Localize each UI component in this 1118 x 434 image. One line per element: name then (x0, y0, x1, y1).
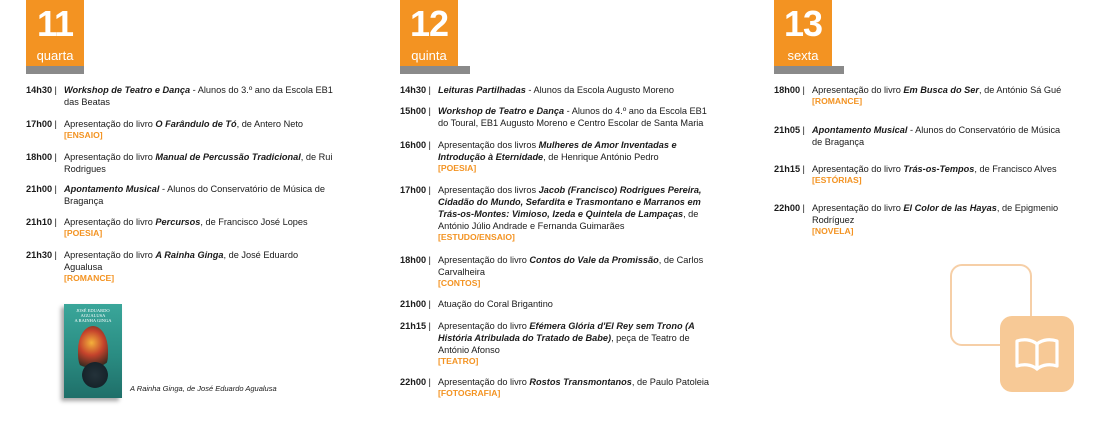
event-genre: [NOVELA] (812, 226, 854, 236)
event-prefix: Apresentação dos livros (438, 140, 539, 150)
event-time: 18h00 (26, 152, 53, 162)
event-suffix: , de Francisco Alves (974, 164, 1057, 174)
event-time: 21h30 (26, 250, 53, 260)
event-suffix: , de Francisco José Lopes (200, 217, 308, 227)
book-cover-image (64, 304, 122, 398)
book-caption-rest: , de José Eduardo Agualusa (182, 384, 277, 393)
event-item (400, 184, 710, 243)
event-prefix: Apresentação do livro (438, 377, 530, 387)
day-rule (774, 66, 844, 74)
event-item (26, 151, 336, 175)
event-time: 21h00 (26, 184, 53, 194)
event-title: Contos do Vale da Promissão (529, 255, 659, 265)
event-title: Trás-os-Tempos (903, 164, 975, 174)
event-separator: | (426, 106, 434, 116)
event-description (438, 84, 710, 96)
book-cover-art-lower (82, 362, 108, 388)
event-item (400, 84, 710, 96)
event-item (26, 249, 336, 284)
event-item (26, 84, 336, 108)
event-item (26, 118, 336, 141)
event-suffix: , de José Eduardo Agualusa (64, 250, 299, 272)
event-suffix: , de António Sá Gué (979, 85, 1062, 95)
event-suffix: - Alunos do 4.º ano da Escola EB1 do Toural, EB1 Augusto Moreno e Centro Escolar de Santa Maria (438, 106, 707, 128)
event-separator: | (426, 299, 434, 309)
event-item (26, 183, 336, 207)
day-number: 13 (783, 3, 823, 44)
event-time: 15h00 (400, 106, 427, 116)
event-separator: | (426, 255, 434, 265)
event-separator: | (426, 85, 434, 95)
event-suffix: , de António Júlio Andrade e Fernanda Guimarães (438, 209, 699, 231)
book-cover-title: A RAINHA GINGA (74, 318, 112, 323)
event-prefix: Apresentação do livro (64, 152, 156, 162)
day-badge (774, 0, 832, 66)
event-separator: | (52, 85, 60, 95)
event-time: 18h00 (774, 85, 801, 95)
event-description (64, 151, 336, 175)
event-suffix: , peça de Teatro de António Afonso (438, 333, 690, 355)
event-time: 16h00 (400, 140, 427, 150)
event-prefix: Apresentação do livro (64, 217, 156, 227)
event-time: 17h00 (26, 119, 53, 129)
event-description (64, 84, 336, 108)
event-time: 21h15 (400, 321, 427, 331)
event-time: 14h30 (400, 85, 427, 95)
event-time: 22h00 (774, 203, 801, 213)
event-prefix: Apresentação do livro (812, 164, 904, 174)
event-description (64, 118, 336, 141)
event-genre: [FOTOGRAFIA] (438, 388, 501, 398)
event-time: 18h00 (400, 255, 427, 265)
event-item (774, 84, 1064, 107)
event-description (812, 163, 1064, 186)
event-description (438, 254, 710, 289)
event-title: Apontamento Musical (812, 125, 908, 135)
event-title: Jacob (Francisco) Rodrigues Pereira, Cidadão do Mundo, Sefardita e Trasmontano e Marranos em Trás-os-Montes: Vimioso, Izeda e Quintela de Lampaças (438, 185, 702, 219)
event-separator: | (800, 203, 808, 213)
event-description (438, 139, 710, 174)
event-genre: [ESTÓRIAS] (812, 175, 862, 185)
event-genre: [TEATRO] (438, 356, 479, 366)
event-genre: [POESIA] (438, 163, 477, 173)
event-description (64, 183, 336, 207)
event-title: Percursos (155, 217, 201, 227)
event-description (64, 216, 336, 239)
day-number: 12 (409, 3, 449, 44)
event-item (400, 298, 710, 310)
book-caption (130, 384, 277, 393)
event-genre: [ROMANCE] (812, 96, 863, 106)
event-item (400, 320, 710, 367)
event-separator: | (52, 217, 60, 227)
book-cover-text (64, 308, 122, 323)
event-item (400, 254, 710, 289)
day-badge (400, 0, 458, 66)
event-suffix: - Alunos do Conservatório de Música de Bragança (64, 184, 325, 206)
open-book-icon (1014, 334, 1060, 374)
book-cover-author: JOSÉ EDUARDO AGUALUSA (76, 308, 110, 318)
event-separator: | (52, 184, 60, 194)
event-title: Manual de Percussão Tradicional (155, 152, 301, 162)
event-genre: [ESTUDO/ENSAIO] (438, 232, 515, 242)
event-genre: [CONTOS] (438, 278, 481, 288)
event-item (774, 202, 1064, 237)
event-suffix: , de Antero Neto (236, 119, 303, 129)
event-title: Apontamento Musical (64, 184, 160, 194)
event-separator: | (426, 185, 434, 195)
event-description (438, 105, 710, 129)
event-separator: | (800, 125, 808, 135)
event-separator: | (426, 321, 434, 331)
event-item (774, 163, 1064, 186)
event-time: 21h10 (26, 217, 53, 227)
event-suffix: - Alunos do Conservatório de Música de Bragança (812, 125, 1061, 147)
event-separator: | (52, 250, 60, 260)
event-prefix: Atuação do Coral Brigantino (438, 299, 553, 309)
event-suffix: - Alunos do 3.º ano da Escola EB1 das Beatas (64, 85, 333, 107)
event-time: 21h05 (774, 125, 801, 135)
event-separator: | (426, 377, 434, 387)
event-item (26, 216, 336, 239)
day-rule (400, 66, 470, 74)
event-suffix: , de Rui Rodrigues (64, 152, 333, 174)
event-item (400, 105, 710, 129)
event-suffix: , de Carlos Carvalheira (438, 255, 704, 277)
event-title: Mulheres de Amor Inventadas e Introdução à Eternidade (438, 140, 677, 162)
event-description (438, 298, 710, 310)
event-title: Workshop de Teatro e Dança (64, 85, 191, 95)
event-prefix: Apresentação dos livros (438, 185, 539, 195)
event-time: 14h30 (26, 85, 53, 95)
event-title: Leituras Partilhadas (438, 85, 526, 95)
event-separator: | (426, 140, 434, 150)
day-weekday: sexta (787, 48, 819, 63)
event-separator: | (52, 152, 60, 162)
event-item (400, 376, 710, 399)
event-suffix: , de Henrique António Pedro (543, 152, 659, 162)
event-description (438, 376, 710, 399)
event-prefix: Apresentação do livro (438, 255, 530, 265)
event-title: O Farândulo de Tó (155, 119, 237, 129)
event-title: Efémera Glória d'El Rey sem Trono (A História Atribulada do Tratado de Babe) (438, 321, 695, 343)
event-suffix: , de Epigmenio Rodríguez (812, 203, 1059, 225)
event-prefix: Apresentação do livro (438, 321, 530, 331)
decor-filled-square (1000, 316, 1074, 392)
event-time: 21h15 (774, 164, 801, 174)
event-genre: [ENSAIO] (64, 130, 103, 140)
event-description (812, 202, 1064, 237)
event-description (812, 124, 1064, 148)
event-item (774, 124, 1064, 148)
event-title: Workshop de Teatro e Dança (438, 106, 565, 116)
event-item (400, 139, 710, 174)
day-number: 11 (36, 3, 74, 44)
event-description (438, 184, 710, 243)
event-prefix: Apresentação do livro (64, 250, 156, 260)
event-prefix: Apresentação do livro (812, 203, 904, 213)
event-prefix: Apresentação do livro (812, 85, 904, 95)
event-time: 22h00 (400, 377, 427, 387)
book-caption-title: A Rainha Ginga (130, 384, 183, 393)
event-suffix: - Alunos da Escola Augusto Moreno (525, 85, 674, 95)
event-time: 21h00 (400, 299, 427, 309)
event-title: El Color de las Hayas (903, 203, 997, 213)
event-prefix: Apresentação do livro (64, 119, 156, 129)
event-description (812, 84, 1064, 107)
day-rule (26, 66, 84, 74)
day-weekday: quarta (36, 48, 74, 63)
day-badge (26, 0, 84, 66)
day-weekday: quinta (411, 48, 447, 63)
event-genre: [POESIA] (64, 228, 103, 238)
event-title: Em Busca do Ser (903, 85, 979, 95)
event-separator: | (52, 119, 60, 129)
event-description (438, 320, 710, 367)
event-description (64, 249, 336, 284)
event-genre: [ROMANCE] (64, 273, 115, 283)
event-suffix: , de Paulo Patoleia (631, 377, 710, 387)
event-separator: | (800, 164, 808, 174)
event-title: Rostos Transmontanos (529, 377, 632, 387)
event-time: 17h00 (400, 185, 427, 195)
event-separator: | (800, 85, 808, 95)
event-title: A Rainha Ginga (155, 250, 224, 260)
